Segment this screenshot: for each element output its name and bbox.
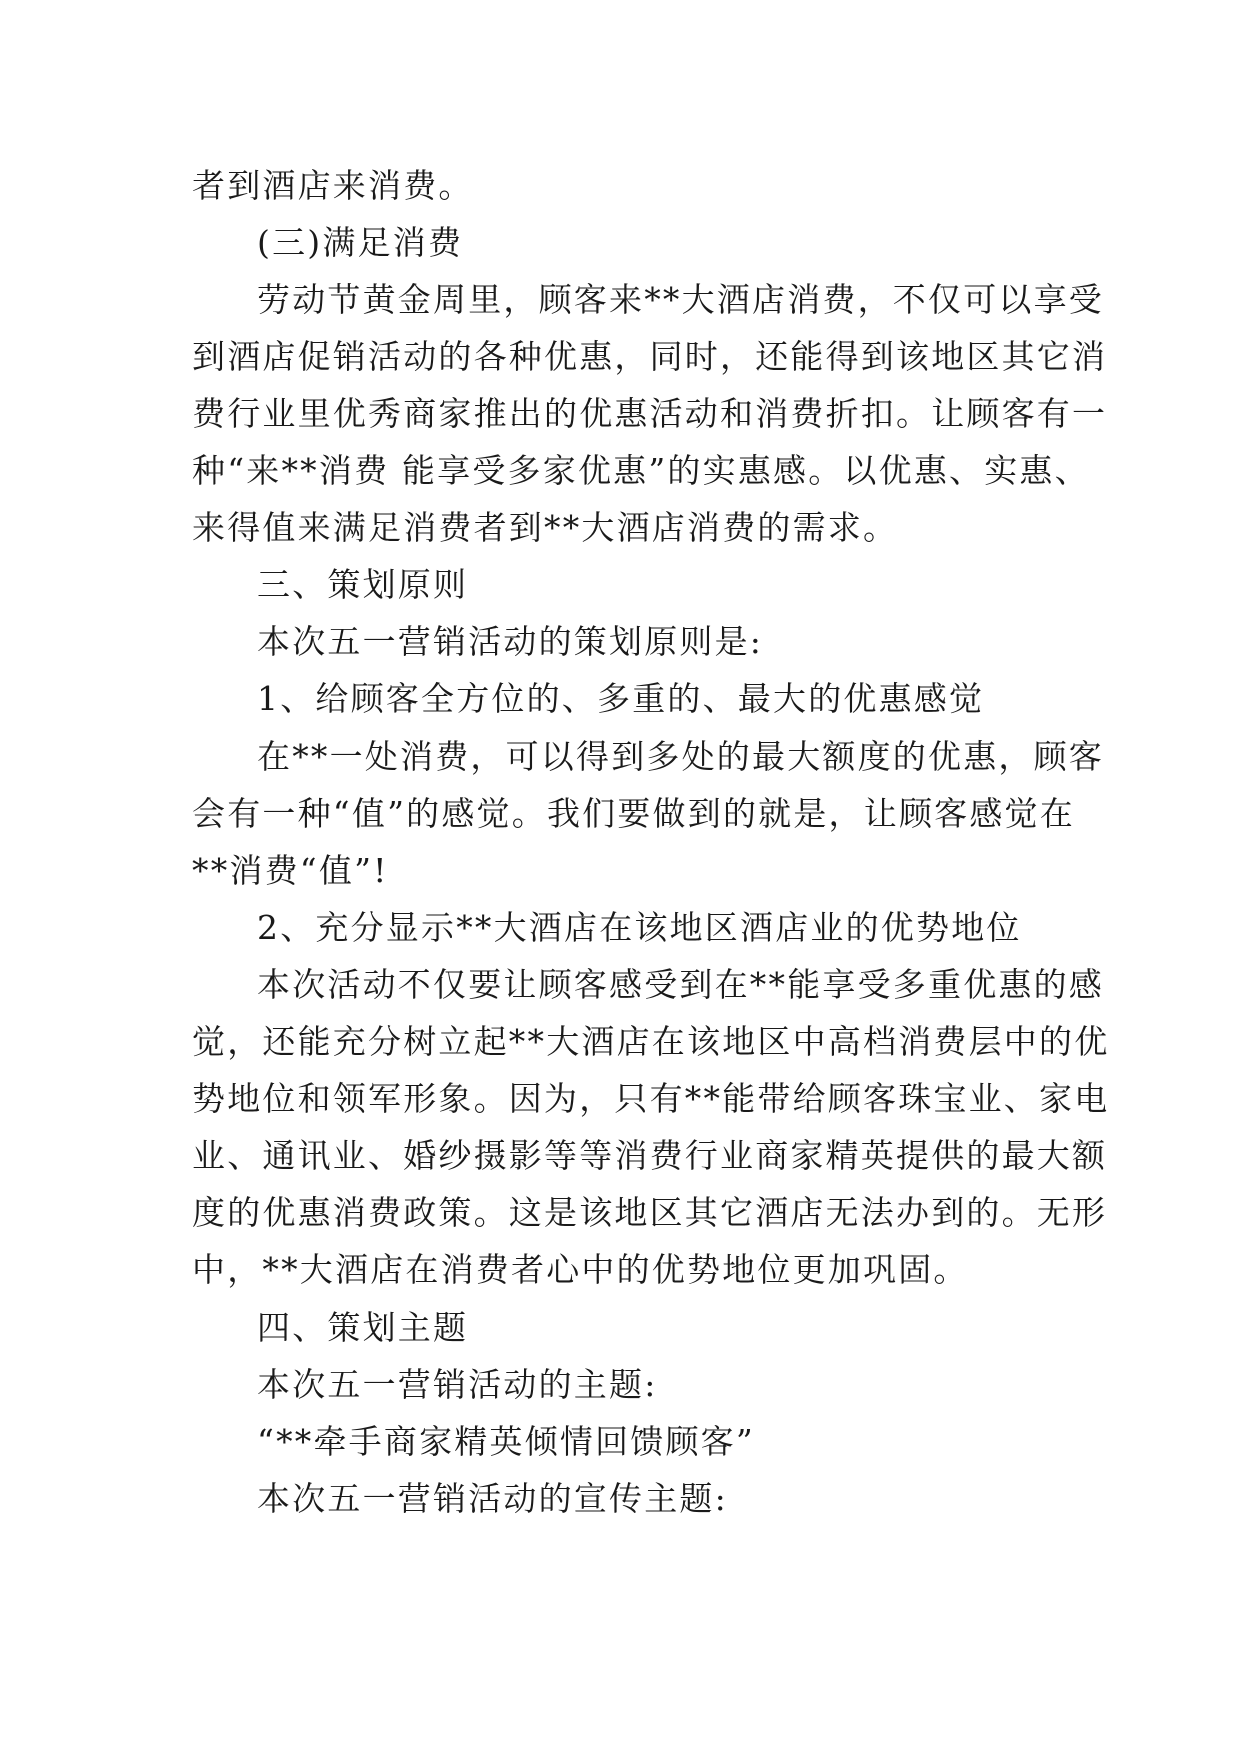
paragraph-line: 者到酒店来消费。 bbox=[192, 166, 474, 205]
paragraph-line: 本次五一营销活动的策划原则是: bbox=[257, 622, 764, 661]
paragraph-line: 本次五一营销活动的宣传主题: bbox=[257, 1479, 728, 1518]
section-heading: 三、策划原则 bbox=[257, 565, 469, 604]
paragraph-line: 势地位和领军形象。因为，只有**能带给顾客珠宝业、家电 bbox=[192, 1079, 1110, 1118]
paragraph-line: 觉，还能充分树立起**大酒店在该地区中高档消费层中的优 bbox=[192, 1022, 1110, 1061]
paragraph-line: 到酒店促销活动的各种优惠，同时，还能得到该地区其它消 bbox=[192, 337, 1108, 376]
subsection-heading: 1、给顾客全方位的、多重的、最大的优惠感觉 bbox=[257, 679, 985, 718]
paragraph-line: 来得值来满足消费者到**大酒店消费的需求。 bbox=[192, 508, 899, 547]
subsection-heading: 2、充分显示**大酒店在该地区酒店业的优势地位 bbox=[257, 908, 1022, 947]
paragraph-line: 费行业里优秀商家推出的优惠活动和消费折扣。让顾客有一 bbox=[192, 394, 1108, 433]
paragraph-line: **消费“值”! bbox=[192, 851, 389, 890]
section-heading: 四、策划主题 bbox=[257, 1308, 469, 1347]
paragraph-line: 在**一处消费，可以得到多处的最大额度的优惠，顾客 bbox=[257, 737, 1104, 776]
paragraph-line: 会有一种“值”的感觉。我们要做到的就是，让顾客感觉在 bbox=[192, 794, 1075, 833]
paragraph-line: 本次活动不仅要让顾客感受到在**能享受多重优惠的感 bbox=[257, 965, 1104, 1004]
paragraph-line: 种“来**消费 能享受多家优惠”的实惠感。以优惠、实惠、 bbox=[192, 451, 1090, 490]
paragraph-line: 劳动节黄金周里，顾客来**大酒店消费，不仅可以享受 bbox=[257, 280, 1104, 319]
theme-quote: “**牵手商家精英倾情回馈顾客” bbox=[257, 1422, 755, 1461]
paragraph-line: 业、通讯业、婚纱摄影等等消费行业商家精英提供的最大额 bbox=[192, 1136, 1108, 1175]
paragraph-line: 本次五一营销活动的主题: bbox=[257, 1365, 658, 1404]
paragraph-line: 中，**大酒店在消费者心中的优势地位更加巩固。 bbox=[192, 1250, 969, 1289]
section-heading: (三)满足消费 bbox=[257, 223, 464, 262]
paragraph-line: 度的优惠消费政策。这是该地区其它酒店无法办到的。无形 bbox=[192, 1193, 1108, 1232]
